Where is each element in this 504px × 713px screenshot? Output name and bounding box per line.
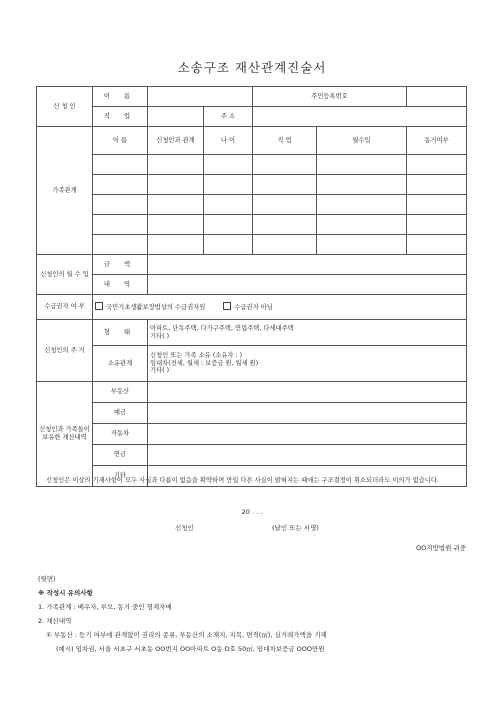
family-row	[37, 175, 467, 195]
family-cell[interactable]	[93, 235, 148, 255]
family-header-occupation: 직 업	[253, 127, 317, 155]
applicant-occupation-field[interactable]	[148, 107, 204, 127]
family-row	[37, 195, 467, 215]
note-example: (예시) 임차권, 서울 서초구 서초동 OO번지 OO아파트 O동 O호 50㎡, 임대차보증금 OOO만원	[56, 645, 325, 653]
family-cell[interactable]	[148, 155, 204, 175]
applicant-row-occupation	[37, 107, 467, 127]
declaration-text: 신청인은 이상의 기재사항이 모두 사실과 다름이 없음을 확약하며 만일 다른 사실이 밝혀지는 때에는 구조결정이 취소되더라도 이의가 없습니다.	[46, 477, 439, 484]
welfare-recipient-checkbox[interactable]	[95, 302, 103, 310]
asset-row	[37, 382, 467, 403]
writing-notes	[38, 572, 478, 656]
note-item-assets: 2. 재산내역	[38, 617, 72, 625]
income-detail-label: 내 역	[93, 275, 148, 295]
asset-label-pension: 연금	[93, 445, 148, 466]
applicant-name-field[interactable]	[148, 87, 253, 107]
family-cell[interactable]	[93, 195, 148, 215]
residence-section-label: 신청인의 주 거	[37, 320, 93, 382]
family-cell[interactable]	[317, 235, 407, 255]
family-cell[interactable]	[204, 195, 253, 215]
family-row	[37, 215, 467, 235]
income-amount-field[interactable]	[148, 255, 467, 275]
family-cell[interactable]	[317, 155, 407, 175]
residence-ownership-options[interactable]	[148, 346, 467, 382]
family-cell[interactable]	[407, 175, 467, 195]
income-section-label: 신청인의 월 수 입	[37, 255, 93, 295]
date-line: 20 . . .	[241, 508, 263, 516]
residence-row-ownership	[37, 346, 467, 382]
family-cell[interactable]	[204, 175, 253, 195]
asset-row	[37, 403, 467, 424]
family-cell[interactable]	[148, 235, 204, 255]
family-cell[interactable]	[204, 155, 253, 175]
family-cell[interactable]	[253, 155, 317, 175]
applicant-address-field[interactable]	[253, 107, 467, 127]
family-cell[interactable]	[253, 195, 317, 215]
family-cell[interactable]	[204, 215, 253, 235]
family-cell[interactable]	[253, 215, 317, 235]
family-cell[interactable]	[204, 235, 253, 255]
family-cell[interactable]	[407, 155, 467, 175]
asset-field-deposit[interactable]	[148, 403, 467, 424]
asset-row	[37, 424, 467, 445]
applicant-section-label: 신 청 인	[37, 87, 93, 127]
asset-field-vehicle[interactable]	[148, 424, 467, 445]
family-header-row	[37, 127, 467, 155]
residence-ownership-label: 소유관계	[93, 346, 148, 382]
family-cell[interactable]	[148, 175, 204, 195]
family-cell[interactable]	[407, 215, 467, 235]
asset-label-vehicle: 자동차	[93, 424, 148, 445]
asset-label-deposit: 예금	[93, 403, 148, 424]
asset-label-real-estate: 부동산	[93, 382, 148, 403]
residence-type-other: 기타( )	[150, 332, 170, 340]
note-item-family: 1. 가족관계 : 배우자, 부모, 동거 중인 형제자매	[38, 603, 172, 611]
asset-field-real-estate[interactable]	[148, 382, 467, 403]
family-header-income: 월수입	[317, 127, 407, 155]
family-section-label: 가족관계	[37, 127, 93, 255]
residence-other-line: 기타( )	[150, 367, 170, 375]
signature-note: (날인 또는 서명)	[272, 524, 319, 532]
family-header-age: 나 이	[204, 127, 253, 155]
assets-section-label: 신청인과 가족들이 보유한 재산내역	[37, 382, 93, 487]
family-cell[interactable]	[148, 195, 204, 215]
family-row	[37, 235, 467, 255]
income-row-detail	[37, 275, 467, 295]
family-header-cohabit: 동거여부	[407, 127, 467, 155]
residence-type-label: 형 태	[93, 320, 148, 346]
back-page-label: (뒷면)	[38, 575, 56, 583]
asset-label-other: 기타	[93, 466, 148, 487]
signer-label: 신청인	[175, 524, 194, 532]
applicant-id-field[interactable]	[407, 87, 467, 107]
family-row	[37, 155, 467, 175]
residence-lease-line: 임대차(전세, 월세 : 보증금 원, 월세 원)	[150, 359, 259, 367]
welfare-options	[93, 295, 467, 320]
welfare-non-recipient-label: 수급권자 아님	[234, 304, 273, 312]
family-cell[interactable]	[317, 195, 407, 215]
family-cell[interactable]	[407, 195, 467, 215]
family-cell[interactable]	[93, 155, 148, 175]
welfare-section-label: 수급권자 여 부	[37, 295, 93, 320]
family-cell[interactable]	[93, 215, 148, 235]
welfare-row	[37, 295, 467, 320]
asset-field-pension[interactable]	[148, 445, 467, 466]
residence-row-type	[37, 320, 467, 346]
income-row-amount	[37, 255, 467, 275]
family-header-name: 이 름	[93, 127, 148, 155]
residence-type-line: 아파트, 단독주택, 다가구주택, 연립주택, 다세대주택	[150, 324, 294, 332]
applicant-row-name	[37, 87, 467, 107]
applicant-occupation-label: 직 업	[93, 107, 148, 127]
court-addressee: OO지방법원 귀중	[416, 544, 466, 552]
note-item-real-estate: ① 부동산 : 등기 여부에 관계없이 권리의 종류, 부동산의 소재지, 지목, 면적(㎡), 실거래가액을 기재	[46, 631, 327, 639]
family-cell[interactable]	[148, 215, 204, 235]
residence-own-line: 신청인 또는 가족 소유 (소유자 : )	[150, 351, 243, 359]
applicant-address-label: 주 소	[204, 107, 253, 127]
family-cell[interactable]	[407, 235, 467, 255]
income-amount-label: 금 액	[93, 255, 148, 275]
notes-heading: ※ 작성시 유의사항	[38, 589, 93, 597]
applicant-id-label: 주민등록번호	[253, 87, 407, 107]
family-cell[interactable]	[253, 235, 317, 255]
family-header-relation: 신청인과 관계	[148, 127, 204, 155]
family-cell[interactable]	[93, 175, 148, 195]
income-detail-field[interactable]	[148, 275, 467, 295]
welfare-non-recipient-checkbox[interactable]	[223, 302, 231, 310]
asset-row	[37, 445, 467, 466]
residence-type-options[interactable]	[148, 320, 467, 346]
family-cell[interactable]	[317, 175, 407, 195]
document-title: 소송구조 재산관계진술서	[177, 60, 327, 75]
welfare-recipient-label: 국민기초생활보장법상의 수급권자임	[106, 304, 206, 312]
asset-statement-form	[36, 86, 467, 487]
applicant-name-label: 이 름	[93, 87, 148, 107]
family-cell[interactable]	[317, 215, 407, 235]
family-cell[interactable]	[253, 175, 317, 195]
